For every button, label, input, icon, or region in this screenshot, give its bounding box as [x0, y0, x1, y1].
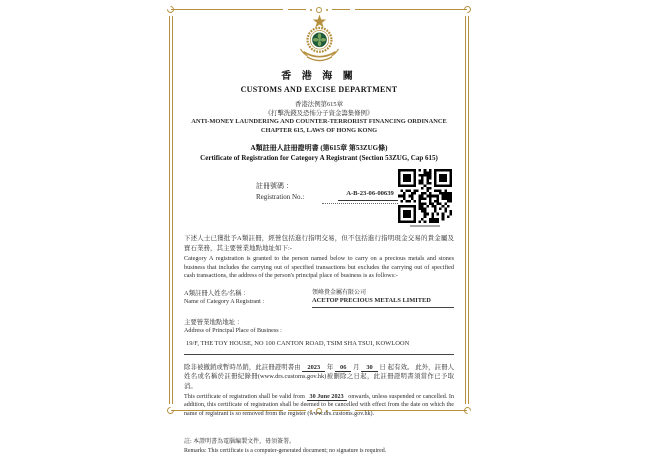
department-name-zh: 香 港 海 關 [281, 71, 357, 82]
grant-paragraph [184, 234, 454, 280]
registrant-name-value [312, 289, 454, 308]
validity-day-unit: 日 [379, 363, 386, 371]
ordinance-name-zh: 《打擊洗錢及恐怖分子資金籌集條例》 [264, 109, 374, 117]
validity-year: 2023 [302, 364, 325, 372]
validity-en-date: 30 June 2023 [307, 394, 347, 401]
registration-number: A-B-23-06-00639 [338, 190, 402, 201]
validity-paragraph [184, 363, 454, 418]
registrant-name-label-zh: A類註冊人姓名/名稱 ： [184, 289, 250, 297]
certificate-page [158, 4, 480, 455]
business-address-section [184, 318, 454, 355]
validity-paragraph-en [184, 393, 454, 419]
grant-paragraph-zh: 下述人士已獲批予A類註冊，經營包括進行指明交易，但不包括進行指明現金交易的貴金屬及寶石業務，其主要營業地點地址如下:- [184, 235, 454, 252]
validity-year-unit: 年 [326, 363, 334, 371]
qr-code [398, 169, 452, 227]
registrant-name-zh: 領峰貴金屬有限公司 [312, 289, 367, 296]
grant-paragraph-en: Category A registration is granted to the person named below to carry on a precious metals and stones business that includes the carrying out of specified transactions but excludes the carrying out of specified cash transactions, the address of the person's principal place of business is as follows:- [184, 254, 454, 280]
certificate-title-en: Certificate of Registration for Category A Registrant (Section 53ZUG, Cap 615) [200, 154, 438, 163]
remarks-en: Remarks: This certificate is a computer-generated document; no signature is required. [184, 448, 387, 455]
department-name-en: CUSTOMS AND EXCISE DEPARTMENT [240, 85, 398, 94]
frame-left-line [169, 16, 173, 404]
certificate-title-zh: A類註冊人註冊證明書 (第615章 第53ZUG條) [250, 144, 388, 153]
ordinance-name-en: ANTI-MONEY LAUNDERING AND COUNTER-TERRORIST FINANCING ORDINANCE [191, 118, 447, 126]
validity-month-unit: 月 [353, 363, 360, 371]
law-chapter-en: CHAPTER 615, LAWS OF HONG KONG [260, 126, 378, 134]
qr-caption [410, 225, 440, 228]
certificate-title [184, 143, 454, 163]
validity-zh-suffix: 起有效。 此外，註冊人姓名或名稱於註冊紀錄冊(www.drs.customs.gov.hk)被刪除之日起，此註冊證明書須當作已予取消。 [184, 363, 455, 390]
business-address-value: 19/F, THE TOY HOUSE, NO 100 CANTON ROAD, TSIM SHA TSUI, KOWLOON [184, 340, 454, 354]
registration-number-label-zh: 註冊號碼 ： [256, 182, 293, 191]
registrant-name-row [184, 289, 454, 308]
business-address-label [184, 318, 454, 337]
remarks-zh: 註: 本證明書為電腦編製文件，毋須簽署。 [184, 439, 296, 446]
business-address-label-en: Address of Principal Place of Business : [184, 328, 282, 335]
validity-month: 06 [335, 364, 351, 372]
law-chapter-zh: 香港法例第615章 [295, 101, 343, 109]
validity-en-suffix: onwards, unless suspended or cancelled. In addition, this certificate of registration shall be deemed to be cancelled with effect from the date on which the name of registrant is so removed from the register (www.drs.customs.gov.hk). [184, 393, 454, 417]
registrant-name-en: ACETOP PRECIOUS METALS LIMITED [312, 296, 431, 304]
registration-number-label-en: Registration No.: [256, 192, 305, 201]
remarks-section [184, 438, 454, 456]
registrant-name-label-en: Name of Category A Registrant : [184, 299, 265, 306]
frame-corner-curl [463, 406, 473, 416]
frame-corner-curl [463, 5, 473, 15]
customs-emblem-icon [184, 13, 454, 69]
business-address-label-zh: 主要營業地點地址 ： [184, 318, 244, 326]
frame-right-line [465, 16, 469, 404]
frame-corner-curl [166, 5, 176, 15]
registration-section [184, 172, 454, 230]
validity-zh-prefix: 除非被撤銷或暫時吊銷，此註冊證明書由 [184, 363, 301, 371]
registrant-name-label [184, 289, 312, 308]
validity-en-prefix: This certificate of registration shall be valid from [184, 393, 305, 400]
validity-paragraph-zh [184, 363, 454, 392]
ordinance-block [184, 101, 454, 135]
frame-corner-curl [166, 406, 176, 416]
validity-day: 30 [361, 364, 377, 372]
